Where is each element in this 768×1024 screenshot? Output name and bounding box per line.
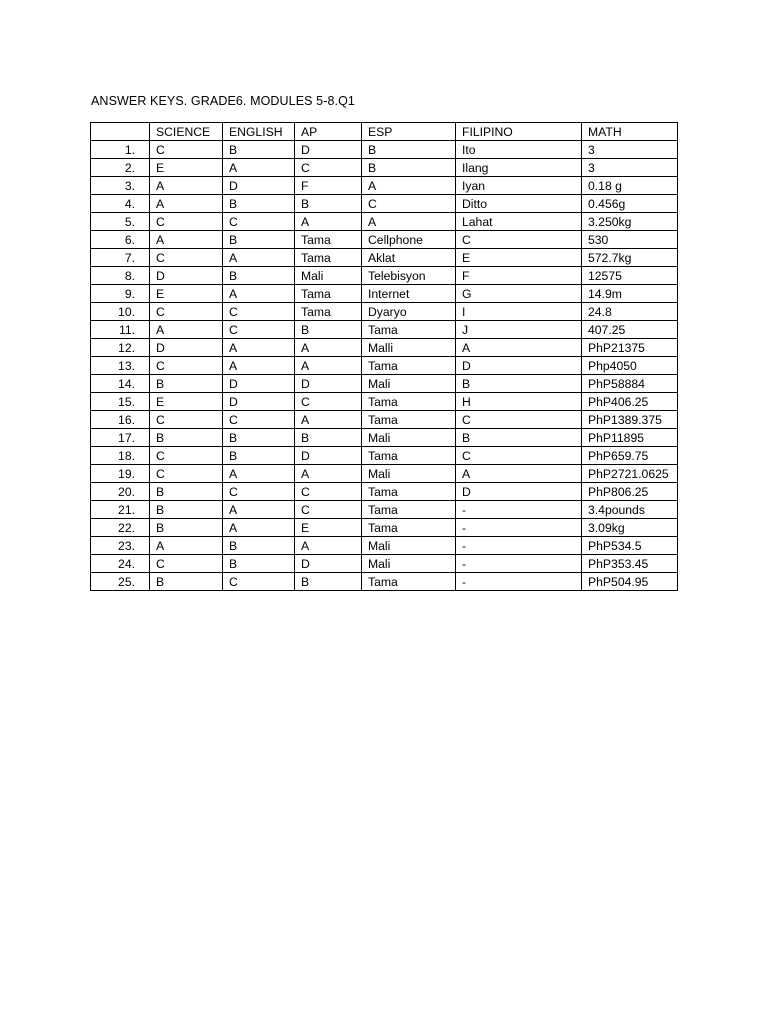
science-answer: C	[150, 447, 223, 465]
filipino-answer: -	[456, 573, 582, 591]
science-answer: A	[150, 537, 223, 555]
english-answer: B	[223, 231, 295, 249]
math-answer: PhP504.95	[582, 573, 678, 591]
ap-answer: Mali	[295, 267, 362, 285]
science-answer: D	[150, 339, 223, 357]
math-answer: 530	[582, 231, 678, 249]
header-math: MATH	[582, 123, 678, 141]
header-esp: ESP	[362, 123, 456, 141]
ap-answer: B	[295, 573, 362, 591]
item-number: 15.	[91, 393, 150, 411]
esp-answer: Tama	[362, 411, 456, 429]
filipino-answer: B	[456, 429, 582, 447]
science-answer: B	[150, 519, 223, 537]
esp-answer: Cellphone	[362, 231, 456, 249]
math-answer: 3	[582, 141, 678, 159]
math-answer: PhP21375	[582, 339, 678, 357]
science-answer: A	[150, 321, 223, 339]
science-answer: B	[150, 483, 223, 501]
math-answer: PhP2721.0625	[582, 465, 678, 483]
ap-answer: Tama	[295, 249, 362, 267]
english-answer: D	[223, 375, 295, 393]
math-answer: 572.7kg	[582, 249, 678, 267]
english-answer: A	[223, 249, 295, 267]
item-number: 10.	[91, 303, 150, 321]
esp-answer: Mali	[362, 465, 456, 483]
item-number: 14.	[91, 375, 150, 393]
ap-answer: B	[295, 321, 362, 339]
math-answer: 0.18 g	[582, 177, 678, 195]
english-answer: A	[223, 465, 295, 483]
english-answer: A	[223, 159, 295, 177]
filipino-answer: -	[456, 555, 582, 573]
item-number: 23.	[91, 537, 150, 555]
item-number: 17.	[91, 429, 150, 447]
document-title: ANSWER KEYS. GRADE6. MODULES 5-8.Q1	[91, 94, 355, 108]
item-number: 7.	[91, 249, 150, 267]
science-answer: B	[150, 501, 223, 519]
english-answer: B	[223, 141, 295, 159]
item-number: 9.	[91, 285, 150, 303]
english-answer: A	[223, 519, 295, 537]
english-answer: B	[223, 267, 295, 285]
ap-answer: A	[295, 213, 362, 231]
english-answer: A	[223, 357, 295, 375]
table-row	[91, 177, 678, 195]
table-row	[91, 465, 678, 483]
ap-answer: A	[295, 411, 362, 429]
header-english: ENGLISH	[223, 123, 295, 141]
table-header-row	[91, 123, 678, 141]
esp-answer: Tama	[362, 519, 456, 537]
science-answer: C	[150, 249, 223, 267]
esp-answer: Mali	[362, 429, 456, 447]
filipino-answer: A	[456, 465, 582, 483]
ap-answer: E	[295, 519, 362, 537]
item-number: 20.	[91, 483, 150, 501]
english-answer: D	[223, 177, 295, 195]
item-number: 19.	[91, 465, 150, 483]
english-answer: A	[223, 501, 295, 519]
english-answer: C	[223, 483, 295, 501]
english-answer: C	[223, 303, 295, 321]
filipino-answer: Lahat	[456, 213, 582, 231]
esp-answer: Tama	[362, 393, 456, 411]
ap-answer: A	[295, 339, 362, 357]
english-answer: A	[223, 339, 295, 357]
item-number: 1.	[91, 141, 150, 159]
header-ap: AP	[295, 123, 362, 141]
math-answer: 3.09kg	[582, 519, 678, 537]
table-row	[91, 357, 678, 375]
science-answer: E	[150, 159, 223, 177]
math-answer: PhP534.5	[582, 537, 678, 555]
filipino-answer: C	[456, 231, 582, 249]
item-number: 3.	[91, 177, 150, 195]
ap-answer: C	[295, 159, 362, 177]
science-answer: B	[150, 429, 223, 447]
table-row	[91, 519, 678, 537]
filipino-answer: F	[456, 267, 582, 285]
esp-answer: Malli	[362, 339, 456, 357]
english-answer: A	[223, 285, 295, 303]
ap-answer: A	[295, 357, 362, 375]
esp-answer: Dyaryo	[362, 303, 456, 321]
answer-key-table	[90, 122, 678, 591]
ap-answer: A	[295, 465, 362, 483]
esp-answer: A	[362, 177, 456, 195]
esp-answer: Aklat	[362, 249, 456, 267]
math-answer: PhP806.25	[582, 483, 678, 501]
table-row	[91, 267, 678, 285]
filipino-answer: Ditto	[456, 195, 582, 213]
science-answer: C	[150, 555, 223, 573]
ap-answer: A	[295, 537, 362, 555]
header-number	[91, 123, 150, 141]
ap-answer: B	[295, 195, 362, 213]
table-row	[91, 303, 678, 321]
header-filipino: FILIPINO	[456, 123, 582, 141]
item-number: 11.	[91, 321, 150, 339]
esp-answer: Tama	[362, 357, 456, 375]
math-answer: PhP58884	[582, 375, 678, 393]
table-row	[91, 213, 678, 231]
header-science: SCIENCE	[150, 123, 223, 141]
filipino-answer: B	[456, 375, 582, 393]
math-answer: 0.456g	[582, 195, 678, 213]
table-row	[91, 321, 678, 339]
ap-answer: Tama	[295, 285, 362, 303]
filipino-answer: H	[456, 393, 582, 411]
science-answer: B	[150, 375, 223, 393]
table-row	[91, 375, 678, 393]
item-number: 5.	[91, 213, 150, 231]
ap-answer: C	[295, 501, 362, 519]
table-row	[91, 537, 678, 555]
math-answer: PhP353.45	[582, 555, 678, 573]
math-answer: 24.8	[582, 303, 678, 321]
table-row	[91, 447, 678, 465]
table-row	[91, 555, 678, 573]
filipino-answer: G	[456, 285, 582, 303]
item-number: 22.	[91, 519, 150, 537]
item-number: 4.	[91, 195, 150, 213]
item-number: 8.	[91, 267, 150, 285]
math-answer: PhP659.75	[582, 447, 678, 465]
english-answer: B	[223, 447, 295, 465]
english-answer: C	[223, 213, 295, 231]
science-answer: C	[150, 411, 223, 429]
table-row	[91, 573, 678, 591]
english-answer: B	[223, 429, 295, 447]
math-answer: 3	[582, 159, 678, 177]
filipino-answer: -	[456, 501, 582, 519]
math-answer: 3.250kg	[582, 213, 678, 231]
table-row	[91, 501, 678, 519]
science-answer: C	[150, 141, 223, 159]
ap-answer: D	[295, 555, 362, 573]
ap-answer: D	[295, 375, 362, 393]
esp-answer: Internet	[362, 285, 456, 303]
science-answer: A	[150, 177, 223, 195]
esp-answer: Mali	[362, 555, 456, 573]
table-row	[91, 393, 678, 411]
english-answer: D	[223, 393, 295, 411]
math-answer: PhP11895	[582, 429, 678, 447]
table-row	[91, 159, 678, 177]
esp-answer: B	[362, 141, 456, 159]
esp-answer: A	[362, 213, 456, 231]
item-number: 16.	[91, 411, 150, 429]
science-answer: C	[150, 213, 223, 231]
item-number: 13.	[91, 357, 150, 375]
english-answer: B	[223, 195, 295, 213]
english-answer: B	[223, 537, 295, 555]
english-answer: C	[223, 411, 295, 429]
table-row	[91, 411, 678, 429]
filipino-answer: J	[456, 321, 582, 339]
esp-answer: B	[362, 159, 456, 177]
esp-answer: Telebisyon	[362, 267, 456, 285]
item-number: 12.	[91, 339, 150, 357]
filipino-answer: Iyan	[456, 177, 582, 195]
table-row	[91, 195, 678, 213]
science-answer: D	[150, 267, 223, 285]
math-answer: Php4050	[582, 357, 678, 375]
filipino-answer: E	[456, 249, 582, 267]
ap-answer: D	[295, 447, 362, 465]
filipino-answer: C	[456, 447, 582, 465]
filipino-answer: D	[456, 357, 582, 375]
science-answer: E	[150, 393, 223, 411]
math-answer: PhP1389.375	[582, 411, 678, 429]
esp-answer: C	[362, 195, 456, 213]
table-row	[91, 429, 678, 447]
item-number: 24.	[91, 555, 150, 573]
item-number: 21.	[91, 501, 150, 519]
item-number: 6.	[91, 231, 150, 249]
english-answer: C	[223, 321, 295, 339]
ap-answer: C	[295, 483, 362, 501]
science-answer: C	[150, 465, 223, 483]
science-answer: E	[150, 285, 223, 303]
esp-answer: Mali	[362, 375, 456, 393]
filipino-answer: C	[456, 411, 582, 429]
table-row	[91, 339, 678, 357]
table-row	[91, 249, 678, 267]
esp-answer: Tama	[362, 321, 456, 339]
filipino-answer: -	[456, 519, 582, 537]
math-answer: PhP406.25	[582, 393, 678, 411]
ap-answer: B	[295, 429, 362, 447]
table-body	[91, 141, 678, 591]
item-number: 25.	[91, 573, 150, 591]
filipino-answer: Ito	[456, 141, 582, 159]
esp-answer: Tama	[362, 447, 456, 465]
esp-answer: Tama	[362, 573, 456, 591]
science-answer: C	[150, 357, 223, 375]
table-row	[91, 285, 678, 303]
item-number: 18.	[91, 447, 150, 465]
science-answer: A	[150, 231, 223, 249]
table-row	[91, 483, 678, 501]
filipino-answer: A	[456, 339, 582, 357]
filipino-answer: D	[456, 483, 582, 501]
ap-answer: D	[295, 141, 362, 159]
esp-answer: Tama	[362, 501, 456, 519]
math-answer: 14.9m	[582, 285, 678, 303]
filipino-answer: I	[456, 303, 582, 321]
english-answer: B	[223, 555, 295, 573]
ap-answer: Tama	[295, 231, 362, 249]
science-answer: B	[150, 573, 223, 591]
math-answer: 3.4pounds	[582, 501, 678, 519]
esp-answer: Tama	[362, 483, 456, 501]
ap-answer: F	[295, 177, 362, 195]
filipino-answer: Ilang	[456, 159, 582, 177]
table-row	[91, 231, 678, 249]
ap-answer: Tama	[295, 303, 362, 321]
math-answer: 407.25	[582, 321, 678, 339]
science-answer: A	[150, 195, 223, 213]
table-row	[91, 141, 678, 159]
ap-answer: C	[295, 393, 362, 411]
science-answer: C	[150, 303, 223, 321]
filipino-answer: -	[456, 537, 582, 555]
english-answer: C	[223, 573, 295, 591]
esp-answer: Mali	[362, 537, 456, 555]
item-number: 2.	[91, 159, 150, 177]
math-answer: 12575	[582, 267, 678, 285]
